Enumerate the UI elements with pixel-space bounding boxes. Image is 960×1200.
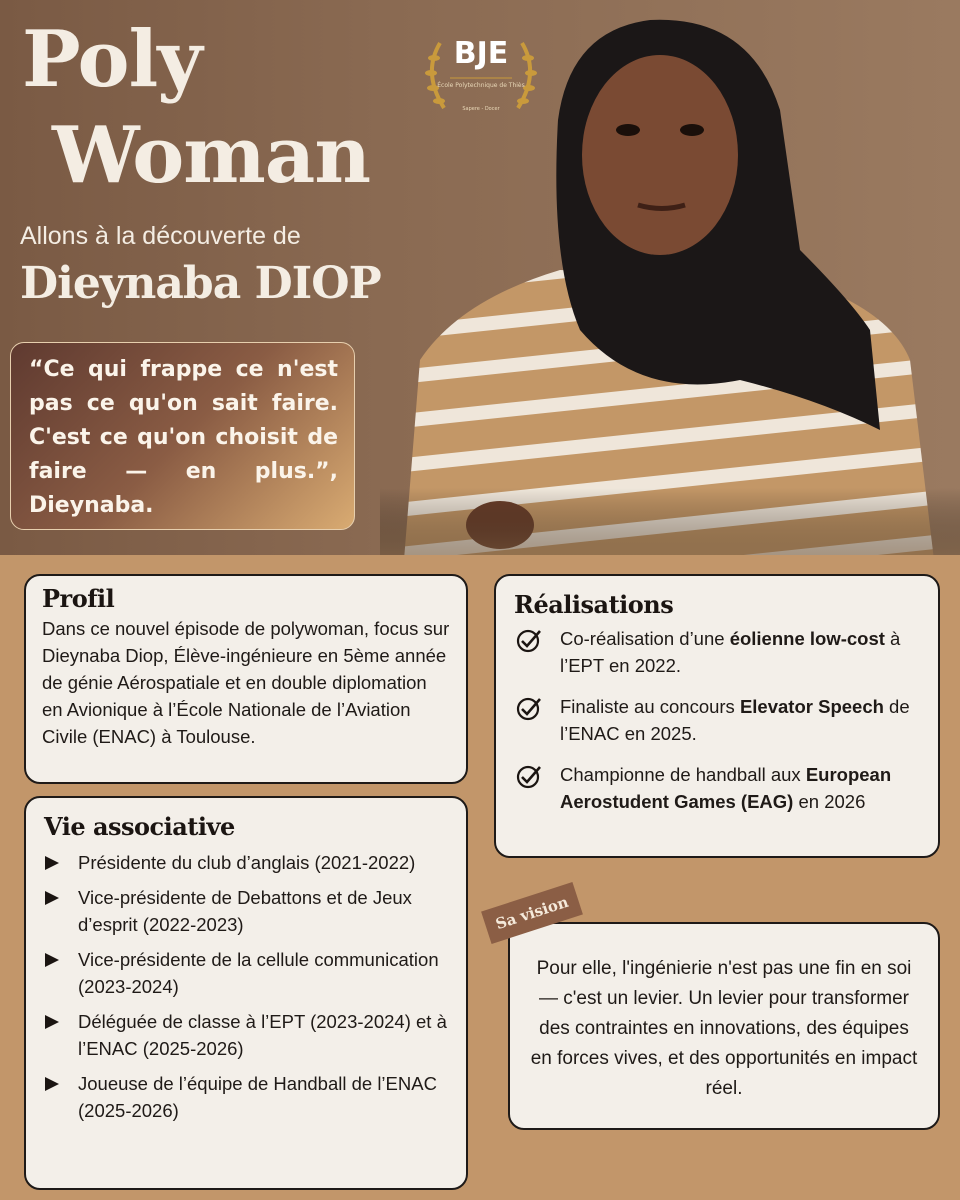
triangle-bullet-icon [44,952,60,968]
triangle-bullet-icon [44,1014,60,1030]
profil-title: Profil [42,584,115,613]
realisations-title: Réalisations [514,590,674,619]
vision-tag: Sa vision [481,882,583,944]
logo-motto: Sapere - Docer [462,106,500,112]
person-name: Dieynaba DIOP [20,258,381,309]
realisation-text: Co-réalisation d’une éolienne low-cost à l’EPT en 2022. [560,628,901,676]
triangle-bullet-icon [44,1076,60,1092]
vie-item-text: Joueuse de l’équipe de Handball de l’ENAC (2025-2026) [78,1073,437,1121]
vie-item-text: Déléguée de classe à l’EPT (2023-2024) et à l’ENAC (2025-2026) [78,1011,447,1059]
title-line-2: Woman [52,110,371,201]
profil-text: Dans ce nouvel épisode de polywoman, focus sur Dieynaba Diop, Élève-ingénieure en 5ème année de génie Aérospatiale et en double diplomation en Avionique à l’École Nationale de l’Aviation Civile (ENAC) à Toulouse. [42,618,450,747]
list-item [514,761,920,815]
list-item [44,946,448,1000]
header-section [0,0,960,555]
realisation-text: Championne de handball aux European Aerostudent Games (EAG) en 2026 [560,764,892,812]
list-item [44,1070,448,1124]
vision-card [508,922,940,1130]
vie-associative-card [24,796,468,1190]
list-item [514,693,920,747]
vie-item-text: Présidente du club d’anglais (2021-2022) [78,852,416,873]
vie-associative-list [44,849,448,1124]
vision-text: Pour elle, l'ingénierie n'est pas une fin en soi — c'est un levier. Un levier pour transformer des contraintes en innovations, des équipes en forces vives, et des opportunités en impact réel. [530,958,918,1099]
triangle-bullet-icon [44,890,60,906]
list-item [514,625,920,679]
realisations-list [514,625,920,815]
realisation-text: Finaliste au concours Elevator Speech de l’ENAC en 2025. [560,696,910,744]
vie-item-text: Vice-présidente de la cellule communication (2023-2024) [78,949,439,997]
title-line-1: Poly [22,14,202,105]
logo-text: BJE [453,36,509,71]
profil-card [24,574,468,784]
check-circle-icon [514,693,544,723]
triangle-bullet-icon [44,855,60,871]
quote-box: “Ce qui frappe ce n'est pas ce qu'on sait faire. C'est ce qu'on choisit de faire — en plus.”, Dieynaba. [10,342,355,530]
subtitle: Allons à la découverte de [20,222,301,250]
list-item [44,1008,448,1062]
list-item [44,884,448,938]
realisations-card [494,574,940,858]
vie-item-text: Vice-présidente de Debattons et de Jeux d’esprit (2022-2023) [78,887,412,935]
check-circle-icon [514,625,544,655]
logo-school: École Polytechnique de Thiès [437,82,525,89]
vie-associative-title: Vie associative [44,812,235,841]
check-circle-icon [514,761,544,791]
list-item [44,849,448,876]
bje-logo [422,28,540,118]
